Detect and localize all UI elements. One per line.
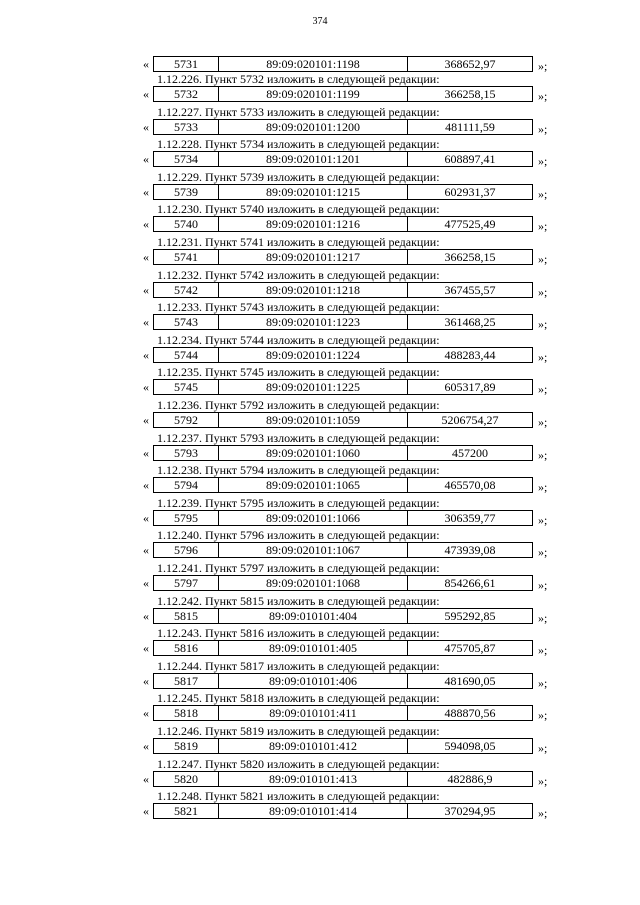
amendment-entry bbox=[0, 300, 640, 330]
amendment-heading: 1.12.227. Пункт 5733 изложить в следующей редакции: bbox=[157, 105, 440, 119]
closing-quote: »; bbox=[538, 774, 548, 788]
cadastral-value-cell: 482886,9 bbox=[407, 771, 533, 787]
cadastral-value-cell: 488283,44 bbox=[407, 347, 533, 363]
amendment-entry bbox=[0, 626, 640, 656]
table-row bbox=[0, 542, 640, 558]
table-row bbox=[0, 771, 640, 787]
opening-quote: « bbox=[143, 478, 149, 492]
cadastral-number-cell: 89:09:020101:1199 bbox=[218, 86, 408, 102]
item-number-cell: 5744 bbox=[153, 347, 219, 363]
amendment-entry bbox=[0, 202, 640, 232]
amendment-heading: 1.12.235. Пункт 5745 изложить в следующей редакции: bbox=[157, 365, 440, 379]
cadastral-number-cell: 89:09:020101:1225 bbox=[218, 379, 408, 395]
table-row bbox=[0, 738, 640, 754]
first-entry bbox=[0, 42, 640, 72]
opening-quote: « bbox=[143, 217, 149, 231]
closing-quote: »; bbox=[538, 708, 548, 722]
closing-quote: »; bbox=[538, 513, 548, 527]
table-row bbox=[0, 216, 640, 232]
amendment-heading: 1.12.242. Пункт 5815 изложить в следующей редакции: bbox=[157, 594, 440, 608]
opening-quote: « bbox=[143, 283, 149, 297]
amendment-heading: 1.12.228. Пункт 5734 изложить в следующей редакции: bbox=[157, 137, 440, 151]
item-number-cell: 5742 bbox=[153, 282, 219, 298]
amendment-heading: 1.12.247. Пункт 5820 изложить в следующей редакции: bbox=[157, 757, 440, 771]
table-row bbox=[0, 673, 640, 689]
cadastral-number-cell: 89:09:020101:1223 bbox=[218, 314, 408, 330]
amendment-entry bbox=[0, 528, 640, 558]
opening-quote: « bbox=[143, 772, 149, 786]
cadastral-value-cell: 488870,56 bbox=[407, 705, 533, 721]
item-number-cell: 5794 bbox=[153, 477, 219, 493]
cadastral-number-cell: 89:09:020101:1066 bbox=[218, 510, 408, 526]
closing-quote: »; bbox=[538, 643, 548, 657]
amendment-entry bbox=[0, 724, 640, 754]
page-number: 374 bbox=[312, 16, 328, 27]
cadastral-number-cell: 89:09:010101:404 bbox=[218, 608, 408, 624]
cadastral-number-cell: 89:09:020101:1201 bbox=[218, 151, 408, 167]
amendment-entry bbox=[0, 333, 640, 363]
amendment-heading: 1.12.226. Пункт 5732 изложить в следующей редакции: bbox=[157, 72, 440, 86]
table-row bbox=[0, 151, 640, 167]
opening-quote: « bbox=[143, 511, 149, 525]
item-number-cell: 5815 bbox=[153, 608, 219, 624]
amendment-heading: 1.12.239. Пункт 5795 изложить в следующей редакции: bbox=[157, 496, 440, 510]
amendment-heading: 1.12.245. Пункт 5818 изложить в следующей редакции: bbox=[157, 691, 440, 705]
item-number-cell: 5821 bbox=[153, 803, 219, 819]
opening-quote: « bbox=[143, 250, 149, 264]
cadastral-value-cell: 594098,05 bbox=[407, 738, 533, 754]
item-number-cell: 5732 bbox=[153, 86, 219, 102]
table-row bbox=[0, 640, 640, 656]
cadastral-number-cell: 89:09:020101:1224 bbox=[218, 347, 408, 363]
amendment-heading: 1.12.246. Пункт 5819 изложить в следующей редакции: bbox=[157, 724, 440, 738]
opening-quote: « bbox=[143, 413, 149, 427]
opening-quote: « bbox=[143, 380, 149, 394]
opening-quote: « bbox=[143, 57, 149, 71]
closing-quote: »; bbox=[538, 806, 548, 820]
cadastral-number-cell: 89:09:020101:1059 bbox=[218, 412, 408, 428]
closing-quote: »; bbox=[538, 285, 548, 299]
table-row bbox=[0, 56, 640, 72]
opening-quote: « bbox=[143, 674, 149, 688]
table-row bbox=[0, 86, 640, 102]
cadastral-number-cell: 89:09:010101:406 bbox=[218, 673, 408, 689]
opening-quote: « bbox=[143, 348, 149, 362]
opening-quote: « bbox=[143, 120, 149, 134]
item-number-cell: 5817 bbox=[153, 673, 219, 689]
closing-quote: »; bbox=[538, 122, 548, 136]
opening-quote: « bbox=[143, 543, 149, 557]
amendment-entry bbox=[0, 72, 640, 102]
cadastral-value-cell: 475705,87 bbox=[407, 640, 533, 656]
opening-quote: « bbox=[143, 576, 149, 590]
cadastral-number-cell: 89:09:020101:1067 bbox=[218, 542, 408, 558]
closing-quote: »; bbox=[538, 741, 548, 755]
table-row bbox=[0, 282, 640, 298]
item-number-cell: 5819 bbox=[153, 738, 219, 754]
amendment-heading: 1.12.229. Пункт 5739 изложить в следующей редакции: bbox=[157, 170, 440, 184]
amendment-entry bbox=[0, 137, 640, 167]
cadastral-value-cell: 368652,97 bbox=[407, 56, 533, 72]
cadastral-number-cell: 89:09:020101:1218 bbox=[218, 282, 408, 298]
table-row bbox=[0, 184, 640, 200]
amendment-heading: 1.12.241. Пункт 5797 изложить в следующей редакции: bbox=[157, 561, 440, 575]
cadastral-value-cell: 366258,15 bbox=[407, 86, 533, 102]
amendment-entry bbox=[0, 431, 640, 461]
cadastral-number-cell: 89:09:020101:1216 bbox=[218, 216, 408, 232]
amendment-heading: 1.12.231. Пункт 5741 изложить в следующей редакции: bbox=[157, 235, 440, 249]
cadastral-number-cell: 89:09:010101:412 bbox=[218, 738, 408, 754]
closing-quote: »; bbox=[538, 89, 548, 103]
table-row bbox=[0, 347, 640, 363]
cadastral-number-cell: 89:09:010101:414 bbox=[218, 803, 408, 819]
amendment-heading: 1.12.238. Пункт 5794 изложить в следующей редакции: bbox=[157, 463, 440, 477]
closing-quote: »; bbox=[538, 448, 548, 462]
item-number-cell: 5797 bbox=[153, 575, 219, 591]
table-row bbox=[0, 510, 640, 526]
table-row bbox=[0, 608, 640, 624]
cadastral-value-cell: 465570,08 bbox=[407, 477, 533, 493]
table-row bbox=[0, 412, 640, 428]
opening-quote: « bbox=[143, 641, 149, 655]
cadastral-number-cell: 89:09:020101:1060 bbox=[218, 445, 408, 461]
amendment-heading: 1.12.233. Пункт 5743 изложить в следующей редакции: bbox=[157, 300, 440, 314]
closing-quote: »; bbox=[538, 154, 548, 168]
amendment-entry bbox=[0, 365, 640, 395]
amendment-entry bbox=[0, 789, 640, 819]
item-number-cell: 5793 bbox=[153, 445, 219, 461]
cadastral-value-cell: 367455,57 bbox=[407, 282, 533, 298]
cadastral-value-cell: 608897,41 bbox=[407, 151, 533, 167]
opening-quote: « bbox=[143, 315, 149, 329]
closing-quote: »; bbox=[538, 59, 548, 73]
closing-quote: »; bbox=[538, 252, 548, 266]
cadastral-number-cell: 89:09:010101:411 bbox=[218, 705, 408, 721]
cadastral-value-cell: 481111,59 bbox=[407, 119, 533, 135]
item-number-cell: 5740 bbox=[153, 216, 219, 232]
opening-quote: « bbox=[143, 446, 149, 460]
amendment-entry bbox=[0, 757, 640, 787]
opening-quote: « bbox=[143, 739, 149, 753]
item-number-cell: 5792 bbox=[153, 412, 219, 428]
table-row bbox=[0, 379, 640, 395]
opening-quote: « bbox=[143, 804, 149, 818]
table-row bbox=[0, 119, 640, 135]
item-number-cell: 5739 bbox=[153, 184, 219, 200]
item-number-cell: 5745 bbox=[153, 379, 219, 395]
amendment-entry bbox=[0, 105, 640, 135]
amendment-entry bbox=[0, 659, 640, 689]
item-number-cell: 5820 bbox=[153, 771, 219, 787]
amendment-heading: 1.12.237. Пункт 5793 изложить в следующей редакции: bbox=[157, 431, 440, 445]
closing-quote: »; bbox=[538, 187, 548, 201]
table-row bbox=[0, 445, 640, 461]
amendment-heading: 1.12.244. Пункт 5817 изложить в следующей редакции: bbox=[157, 659, 440, 673]
closing-quote: »; bbox=[538, 611, 548, 625]
cadastral-number-cell: 89:09:020101:1217 bbox=[218, 249, 408, 265]
table-row bbox=[0, 249, 640, 265]
item-number-cell: 5731 bbox=[153, 56, 219, 72]
amendment-heading: 1.12.240. Пункт 5796 изложить в следующей редакции: bbox=[157, 528, 440, 542]
amendment-entry bbox=[0, 561, 640, 591]
item-number-cell: 5734 bbox=[153, 151, 219, 167]
cadastral-number-cell: 89:09:020101:1200 bbox=[218, 119, 408, 135]
opening-quote: « bbox=[143, 87, 149, 101]
closing-quote: »; bbox=[538, 415, 548, 429]
table-row bbox=[0, 705, 640, 721]
closing-quote: »; bbox=[538, 676, 548, 690]
amendment-entry bbox=[0, 496, 640, 526]
amendment-heading: 1.12.236. Пункт 5792 изложить в следующей редакции: bbox=[157, 398, 440, 412]
item-number-cell: 5733 bbox=[153, 119, 219, 135]
cadastral-number-cell: 89:09:020101:1198 bbox=[218, 56, 408, 72]
amendment-entry bbox=[0, 691, 640, 721]
cadastral-value-cell: 605317,89 bbox=[407, 379, 533, 395]
cadastral-value-cell: 370294,95 bbox=[407, 803, 533, 819]
item-number-cell: 5795 bbox=[153, 510, 219, 526]
cadastral-value-cell: 477525,49 bbox=[407, 216, 533, 232]
cadastral-number-cell: 89:09:020101:1215 bbox=[218, 184, 408, 200]
item-number-cell: 5818 bbox=[153, 705, 219, 721]
cadastral-value-cell: 5206754,27 bbox=[407, 412, 533, 428]
cadastral-value-cell: 602931,37 bbox=[407, 184, 533, 200]
cadastral-value-cell: 854266,61 bbox=[407, 575, 533, 591]
cadastral-value-cell: 473939,08 bbox=[407, 542, 533, 558]
amendment-entry bbox=[0, 170, 640, 200]
closing-quote: »; bbox=[538, 219, 548, 233]
closing-quote: »; bbox=[538, 317, 548, 331]
closing-quote: »; bbox=[538, 480, 548, 494]
amendment-heading: 1.12.248. Пункт 5821 изложить в следующей редакции: bbox=[157, 789, 440, 803]
table-row bbox=[0, 803, 640, 819]
amendment-heading: 1.12.230. Пункт 5740 изложить в следующей редакции: bbox=[157, 202, 440, 216]
cadastral-value-cell: 306359,77 bbox=[407, 510, 533, 526]
item-number-cell: 5816 bbox=[153, 640, 219, 656]
cadastral-number-cell: 89:09:010101:405 bbox=[218, 640, 408, 656]
cadastral-value-cell: 366258,15 bbox=[407, 249, 533, 265]
amendment-entry bbox=[0, 235, 640, 265]
cadastral-number-cell: 89:09:010101:413 bbox=[218, 771, 408, 787]
closing-quote: »; bbox=[538, 382, 548, 396]
table-row bbox=[0, 575, 640, 591]
item-number-cell: 5796 bbox=[153, 542, 219, 558]
amendment-heading: 1.12.232. Пункт 5742 изложить в следующей редакции: bbox=[157, 268, 440, 282]
cadastral-value-cell: 361468,25 bbox=[407, 314, 533, 330]
amendment-entry bbox=[0, 398, 640, 428]
cadastral-value-cell: 457200 bbox=[407, 445, 533, 461]
opening-quote: « bbox=[143, 706, 149, 720]
cadastral-value-cell: 481690,05 bbox=[407, 673, 533, 689]
amendment-heading: 1.12.234. Пункт 5744 изложить в следующей редакции: bbox=[157, 333, 440, 347]
cadastral-number-cell: 89:09:020101:1068 bbox=[218, 575, 408, 591]
cadastral-number-cell: 89:09:020101:1065 bbox=[218, 477, 408, 493]
amendment-entry bbox=[0, 268, 640, 298]
amendment-entry bbox=[0, 463, 640, 493]
item-number-cell: 5741 bbox=[153, 249, 219, 265]
amendment-heading: 1.12.243. Пункт 5816 изложить в следующей редакции: bbox=[157, 626, 440, 640]
opening-quote: « bbox=[143, 152, 149, 166]
table-row bbox=[0, 314, 640, 330]
item-number-cell: 5743 bbox=[153, 314, 219, 330]
cadastral-value-cell: 595292,85 bbox=[407, 608, 533, 624]
closing-quote: »; bbox=[538, 578, 548, 592]
closing-quote: »; bbox=[538, 545, 548, 559]
opening-quote: « bbox=[143, 185, 149, 199]
table-row bbox=[0, 477, 640, 493]
opening-quote: « bbox=[143, 609, 149, 623]
closing-quote: »; bbox=[538, 350, 548, 364]
amendment-entry bbox=[0, 594, 640, 624]
